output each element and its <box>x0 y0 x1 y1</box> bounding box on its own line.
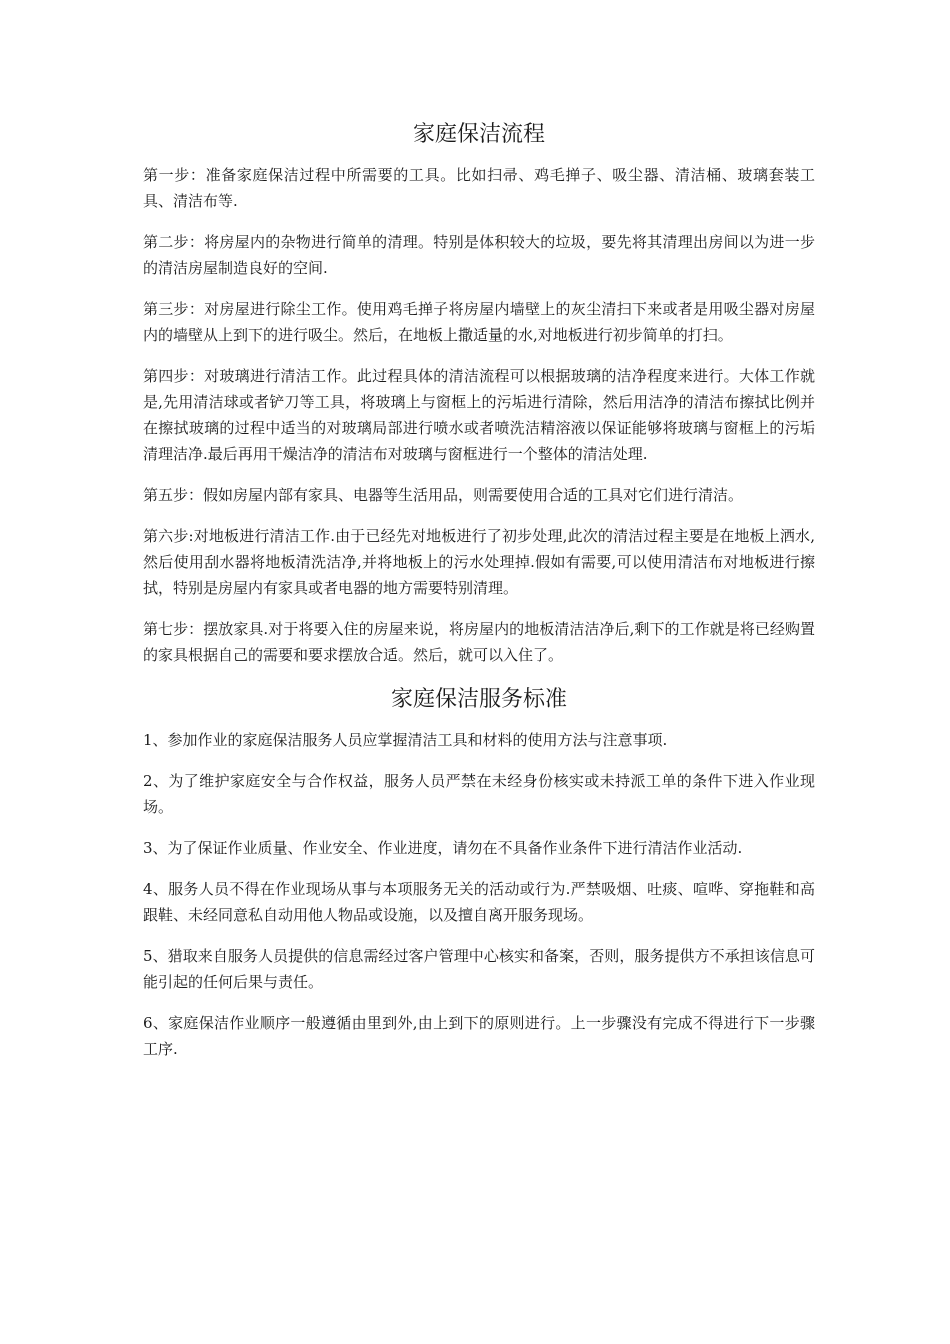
standard-item: 2、为了维护家庭安全与合作权益，服务人员严禁在未经身份核实或未持派工单的条件下进入作业现场。 <box>143 772 815 816</box>
standard-item: 1、参加作业的家庭保洁服务人员应掌握清洁工具和材料的使用方法与注意事项. <box>143 731 668 749</box>
document-content <box>143 118 815 1077</box>
step-paragraph: 第一步：准备家庭保洁过程中所需要的工具。比如扫帚、鸡毛掸子、吸尘器、清洁桶、玻璃套装工具、清洁布等. <box>143 166 815 210</box>
standard-item: 4、服务人员不得在作业现场从事与本项服务无关的活动或行为.严禁吸烟、吐痰、喧哗、穿拖鞋和高跟鞋、未经同意私自动用他人物品或设施，以及擅自离开服务现场。 <box>143 880 815 924</box>
section-title-service-standards: 家庭保洁服务标准 <box>390 687 567 712</box>
step-paragraph: 第七步：摆放家具.对于将要入住的房屋来说，将房屋内的地板清洁洁净后,剩下的工作就是将已经购置的家具根据自己的需要和要求摆放合适。然后，就可以入住了。 <box>143 620 815 664</box>
step-paragraph: 第三步：对房屋进行除尘工作。使用鸡毛掸子将房屋内墙壁上的灰尘清扫下来或者是用吸尘器对房屋内的墙壁从上到下的进行吸尘。然后，在地板上撒适量的水,对地板进行初步简单的打扫。 <box>143 300 815 344</box>
service-standards-list <box>143 727 815 1062</box>
step-paragraph: 第四步：对玻璃进行清洁工作。此过程具体的清洁流程可以根据玻璃的洁净程度来进行。大体工作就是,先用清洁球或者铲刀等工具，将玻璃上与窗框上的污垢进行清除，然后用洁净的清洁布擦拭比例并在擦拭玻璃的过程中适当的对玻璃局部进行喷水或者喷洗洁精溶液以保证能够将玻璃与窗框上的污垢清理洁净.最后再用干燥洁净的清洁布对玻璃与窗框进行一个整体的清洁处理. <box>143 367 815 463</box>
standard-item: 3、为了保证作业质量、作业安全、作业进度，请勿在不具备作业条件下进行清洁作业活动. <box>143 839 743 857</box>
section-title-cleaning-process: 家庭保洁流程 <box>412 122 545 147</box>
cleaning-steps <box>143 162 815 668</box>
standard-item: 5、猎取来自服务人员提供的信息需经过客户管理中心核实和备案，否则，服务提供方不承担该信息可能引起的任何后果与责任。 <box>143 947 815 991</box>
standard-item: 6、家庭保洁作业顺序一般遵循由里到外,由上到下的原则进行。上一步骤没有完成不得进行下一步骤工序. <box>143 1014 815 1058</box>
step-paragraph: 第二步：将房屋内的杂物进行简单的清理。特别是体积较大的垃圾，要先将其清理出房间以为进一步的清洁房屋制造良好的空间. <box>143 233 815 277</box>
step-paragraph: 第五步：假如房屋内部有家具、电器等生活用品，则需要使用合适的工具对它们进行清洁。 <box>143 486 744 504</box>
step-paragraph: 第六步:对地板进行清洁工作.由于已经先对地板进行了初步处理,此次的清洁过程主要是在地板上洒水,然后使用刮水器将地板清洗洁净,并将地板上的污水处理掉.假如有需要,可以使用清洁布对地板进行擦拭，特别是房屋内有家具或者电器的地方需要特别清理。 <box>143 527 815 597</box>
